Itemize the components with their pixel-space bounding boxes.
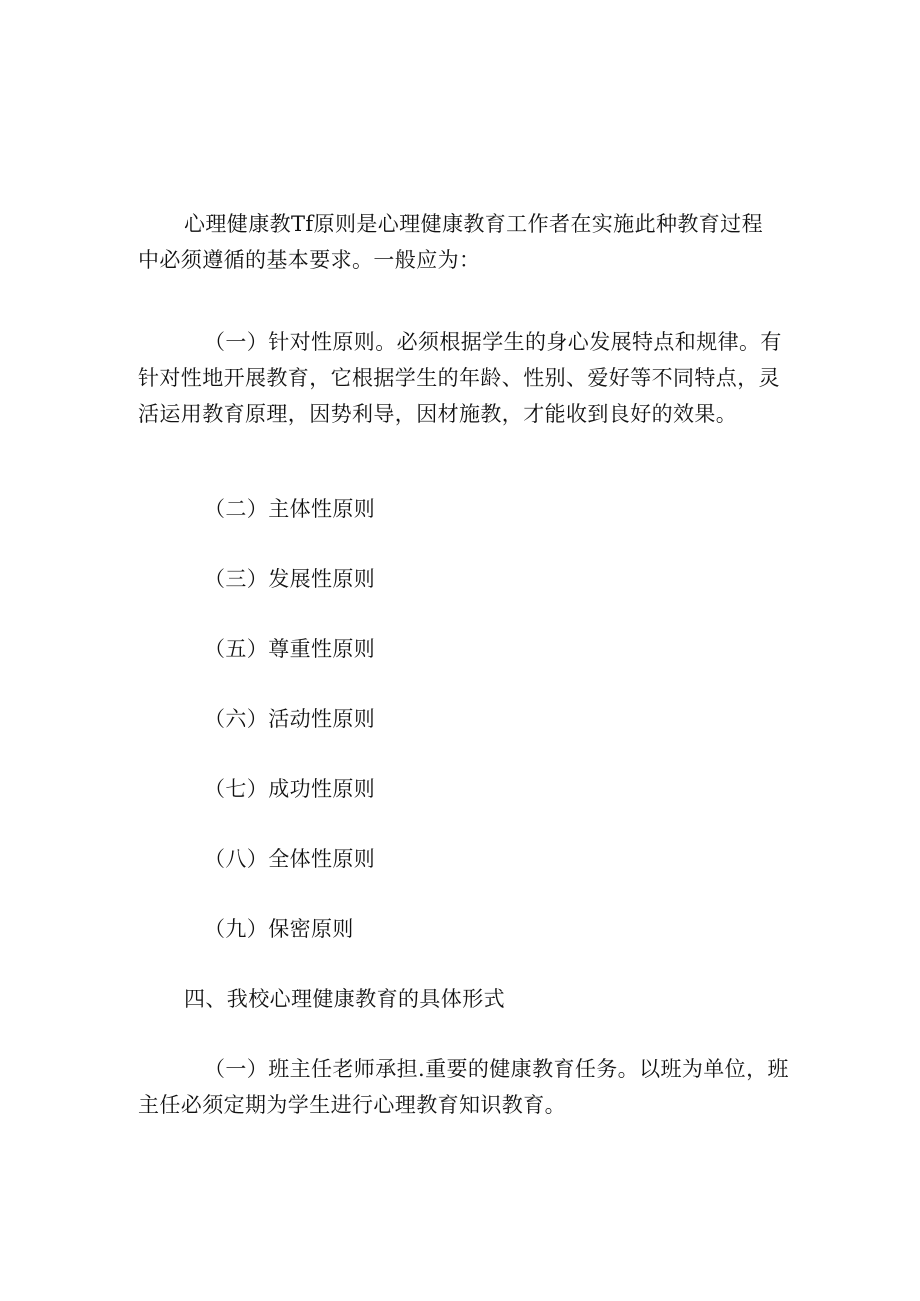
intro-line-2: 中必须遵循的基本要求。一般应为： <box>138 248 481 272</box>
section-heading-text: 四、我校心理健康教育的具体形式 <box>184 987 505 1011</box>
principle-item-text: （五）尊重性原则 <box>204 637 376 661</box>
principle-1-line-3: 活运用教育原理，因势利导，因材施教，才能收到良好的效果。 <box>138 402 738 426</box>
principle-item-text: （二）主体性原则 <box>204 497 376 521</box>
principle-item <box>138 771 788 807</box>
principle-item <box>138 561 788 597</box>
principle-1-paragraph <box>138 324 788 432</box>
principle-item <box>138 631 788 667</box>
intro-paragraph <box>138 206 788 278</box>
principle-item <box>138 911 788 947</box>
principle-item <box>138 491 788 527</box>
form-1-paragraph <box>138 1051 788 1123</box>
principle-item-text: （八）全体性原则 <box>204 847 376 871</box>
principle-item-text: （七）成功性原则 <box>204 777 376 801</box>
principle-1-line-2: 针对性地开展教育，它根据学生的年龄、性别、爱好等不同特点，灵 <box>138 366 780 390</box>
principle-item <box>138 701 788 737</box>
form-1-line-2: 主任必须定期为学生进行心理教育知识教育。 <box>138 1093 566 1117</box>
principle-item <box>138 841 788 877</box>
form-1-line-1: （一）班主任老师承担.重要的健康教育任务。以班为单位，班 <box>204 1057 789 1081</box>
intro-line-1: 心理健康教Tf原则是心理健康教育工作者在实施此种教育过程 <box>184 212 763 236</box>
principle-item-text: （三）发展性原则 <box>204 567 376 591</box>
principle-1-line-1: （一）针对性原则。必须根据学生的身心发展特点和规律。有 <box>204 330 782 354</box>
section-heading <box>138 981 788 1017</box>
principle-item-text: （九）保密原则 <box>204 917 354 941</box>
principle-item-text: （六）活动性原则 <box>204 707 376 731</box>
